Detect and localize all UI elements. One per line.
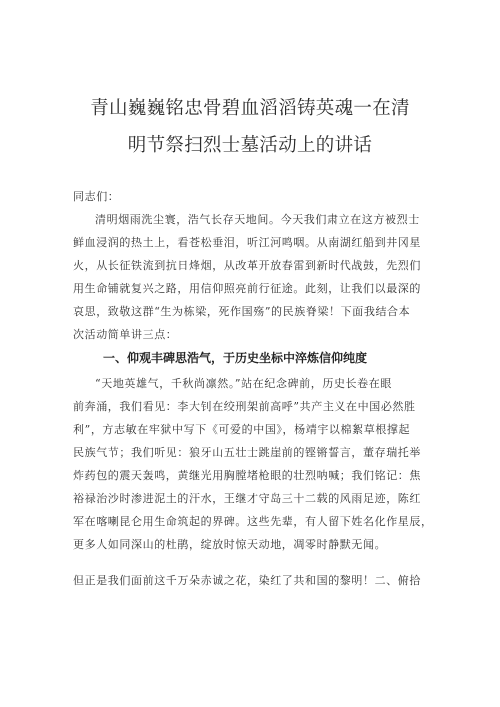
paragraph-line: 火，从长征铁流到抗日烽烟，从改革开放春雷到新时代战鼓，先烈们 — [73, 259, 421, 272]
paragraph-line: 军在喀喇昆仑用生命筑起的界碑。这些先辈，有人留下姓名化作星辰， — [73, 515, 433, 528]
document-title-line-2: 明节祭扫烈士墓活动上的讲话 — [127, 135, 373, 156]
document-title-line-1: 青山巍巍铭忠骨碧血滔滔铸英魂一在清 — [90, 98, 410, 119]
section-heading: 一、仰观丰碑思浩气，于历史坐标中淬炼信仰纯度 — [103, 351, 368, 365]
paragraph-line: 哀思，致敬这群“生为栋梁，死作国殇”的民族脊梁！下面我结合本 — [73, 305, 411, 318]
paragraph-line: 前奔涌，我们看见：李大钊在绞刑架前高呼”共产主义在中国必然胜 — [73, 400, 416, 413]
paragraph-line: 次活动简单讲三点： — [73, 328, 178, 341]
paragraph-line: 利”，方志敏在牢狱中写下《可爱的中国》，杨靖宇以棉絮草根撑起 — [73, 423, 411, 436]
paragraph-line: 但正是我们面前这千万朵赤诚之花，染红了共和国的黎明！二、俯拾 — [73, 574, 421, 587]
paragraph-line: “天地英雄气，千秋尚凛然。”站在纪念碑前，历史长卷在眼 — [95, 377, 392, 390]
paragraph-line: 炸药包的震天轰鸣，黄继光用胸膛堵枪眼的壮烈呐喊；我们铭记：焦 — [73, 469, 421, 482]
paragraph-line: 用生命铺就复兴之路，用信仰照亮前行征途。此刻，让我们以最深的 — [73, 282, 421, 295]
paragraph-line: 民族气节；我们听见：狼牙山五壮士跳崖前的铿锵誓言，董存瑞托举 — [73, 446, 421, 459]
paragraph-line: 裕禄治沙时渗进泥土的汗水，王继才守岛三十二载的风雨足迹，陈红 — [73, 492, 421, 505]
paragraph-line: 更多人如同深山的杜鹃，绽放时惊天动地，凋零时静默无闻。 — [73, 538, 387, 551]
paragraph-line: 鲜血浸润的热土上，看苍松垂泪，听江河鸣咽。从南湖红船到井冈星 — [73, 236, 421, 249]
paragraph-line: 清明烟雨洗尘寰，浩气长存天地间。今天我们肃立在这方被烈士 — [95, 213, 420, 226]
salutation: 同志们： — [73, 190, 120, 203]
